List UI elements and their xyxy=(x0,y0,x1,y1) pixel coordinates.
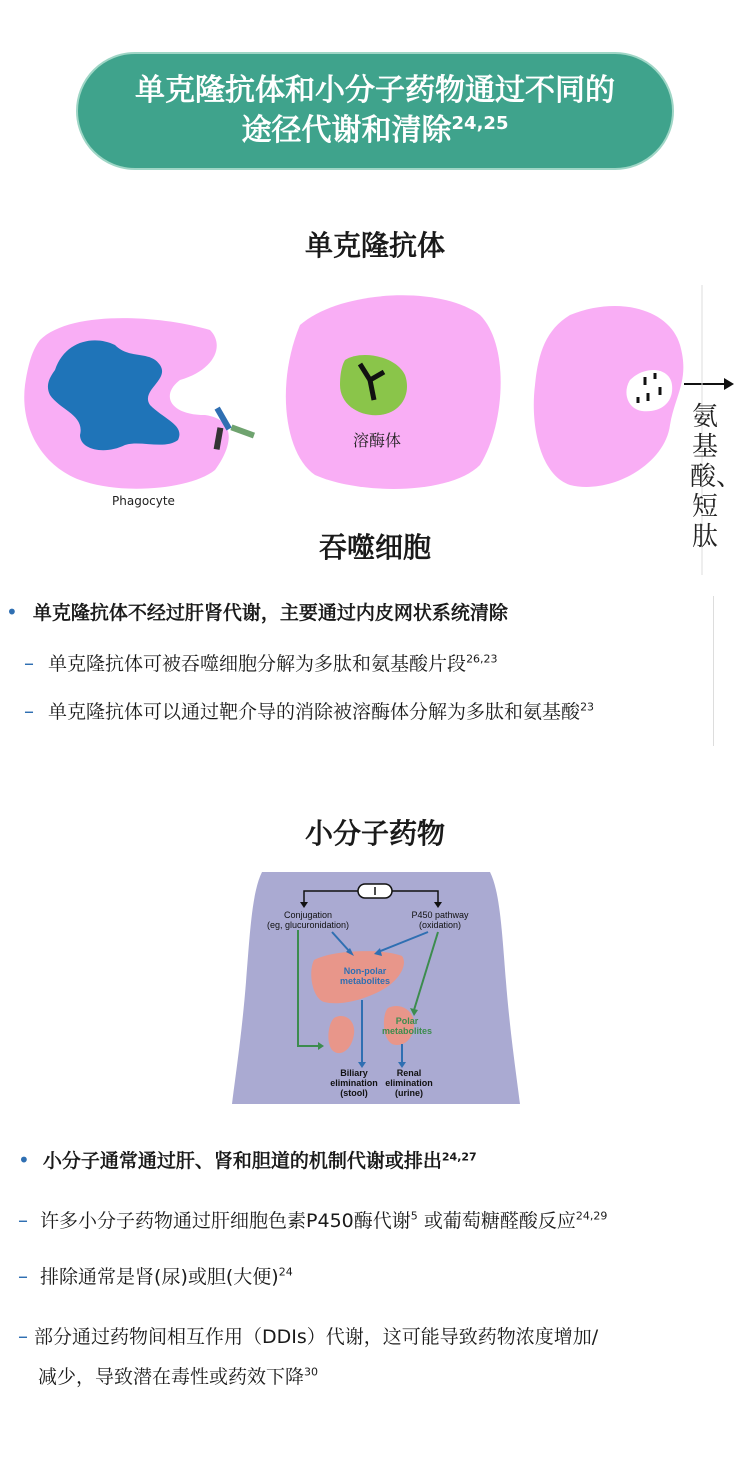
sm-item-1-ref: 5 xyxy=(410,1209,418,1223)
sm-item-1-text: 许多小分子药物通过肝细胞色素P450酶代谢 xyxy=(40,1210,411,1232)
sm-bullet-ref: 24,27 xyxy=(441,1150,477,1164)
p450-label xyxy=(395,910,485,930)
renal-label xyxy=(378,1068,440,1098)
renal-line-1: Renal xyxy=(396,1068,422,1078)
sm-item-3-text: 部分通过药物间相互作用（DDIs）代谢，这可能导致药物浓度增加/ xyxy=(34,1326,599,1348)
sm-item-3-line-1 xyxy=(18,1316,738,1357)
sm-item-2-text: 排除通常是肾(尿)或胆(大便) xyxy=(40,1266,279,1288)
conjugation-label xyxy=(243,910,373,930)
mab-item-1-ref: 26,23 xyxy=(466,652,498,666)
amino-acid-label: 氨基酸、短肽 xyxy=(690,402,743,552)
renal-line-3: (urine) xyxy=(395,1088,423,1098)
sm-section-title: 小分子药物 xyxy=(304,817,445,850)
banner-line-2-wrap xyxy=(135,111,615,151)
renal-line-2: elimination xyxy=(385,1078,433,1088)
sm-bullet-main: 小分子通常通过肝、肾和胆道的机制代谢或排出 xyxy=(42,1150,442,1172)
bullet-dot-icon: • xyxy=(6,600,18,624)
mab-section-title: 单克隆抗体 xyxy=(304,229,445,262)
nonpolar-line-2: metabolites xyxy=(339,976,390,986)
sm-item-3 xyxy=(18,1316,738,1397)
sm-bullet xyxy=(18,1146,738,1173)
sm-item-3-ref: 30 xyxy=(304,1365,319,1379)
banner-line-1: 单克隆抗体和小分子药物通过不同的 xyxy=(135,73,615,108)
sm-item-1-ref2: 24,29 xyxy=(575,1209,608,1223)
title-banner xyxy=(76,52,674,170)
sm-item-3-line-2 xyxy=(18,1357,738,1397)
sm-item-2 xyxy=(18,1262,738,1289)
sm-item-2-ref: 24 xyxy=(278,1265,293,1279)
biliary-line-3: (stool) xyxy=(340,1088,368,1098)
nonpolar-label xyxy=(330,966,400,986)
mab-item-2-ref: 23 xyxy=(580,700,595,714)
banner-title xyxy=(135,71,615,151)
arrow-head-icon xyxy=(724,378,734,390)
biliary-line-2: elimination xyxy=(330,1078,378,1088)
dash-icon: – xyxy=(24,651,34,675)
mab-item-1 xyxy=(24,649,714,676)
lysosome-label: 溶酶体 xyxy=(353,431,402,450)
sm-item-3-text-cont: 减少，导致潜在毒性或药效下降 xyxy=(38,1366,305,1388)
conjugation-line-1: Conjugation xyxy=(283,910,333,920)
sm-item-1-text2: 或葡萄糖醛酸反应 xyxy=(417,1210,576,1232)
mab-item-1-text: 单克隆抗体可被吞噬细胞分解为多肽和氨基酸片段 xyxy=(48,653,467,675)
mab-bullet-main: 单克隆抗体不经过肝肾代谢，主要通过内皮网状系统清除 xyxy=(32,602,508,624)
mab-item-2-text: 单克隆抗体可以通过靶介导的消除被溶酶体分解为多肽和氨基酸 xyxy=(48,701,581,723)
dash-icon: – xyxy=(18,1208,28,1232)
dash-icon: – xyxy=(24,699,34,723)
bullet-dot-icon: • xyxy=(18,1148,30,1172)
biliary-label xyxy=(323,1068,385,1098)
biliary-line-1: Biliary xyxy=(340,1068,368,1078)
dash-icon: – xyxy=(18,1264,28,1288)
p450-line-2: (oxidation) xyxy=(418,920,462,930)
p450-line-1: P450 pathway xyxy=(411,910,469,920)
dash-icon: – xyxy=(18,1324,28,1348)
antibody-icon xyxy=(214,407,255,450)
mab-item-2 xyxy=(24,697,724,724)
nonpolar-line-1: Non-polar xyxy=(343,966,387,976)
sm-item-1 xyxy=(18,1206,738,1233)
mab-bullet xyxy=(6,598,706,625)
polar-line-2: metabolites xyxy=(381,1026,432,1036)
phagocyte-subtitle: 吞噬细胞 xyxy=(318,531,431,564)
polar-label xyxy=(374,1016,440,1036)
polar-line-1: Polar xyxy=(395,1016,419,1026)
phagocyte-label: Phagocyte xyxy=(112,494,175,508)
banner-line-2: 途径代谢和清除 xyxy=(241,113,452,148)
conjugation-line-2: (eg, glucuronidation) xyxy=(266,920,350,930)
banner-ref: 24,25 xyxy=(451,113,509,134)
